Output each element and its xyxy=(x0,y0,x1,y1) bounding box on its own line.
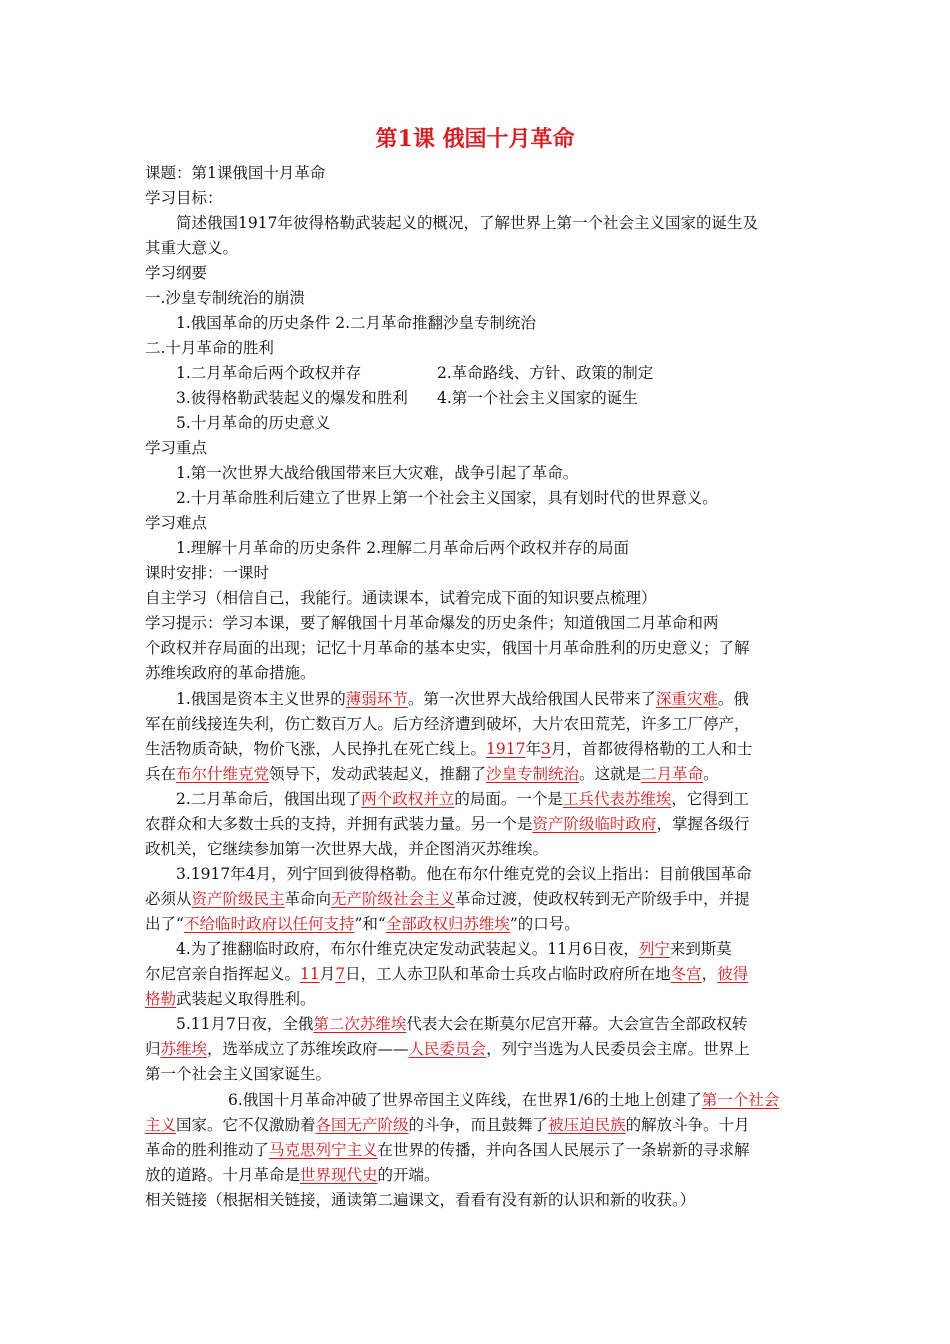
self-study: 自主学习（相信自己，我能行。通读课本，试着完成下面的知识要点梳理） xyxy=(145,589,657,607)
goals-line-2: 其重大意义。 xyxy=(145,239,239,257)
outline-item-5: 5.十月革命的历史意义 xyxy=(176,414,331,432)
p4-line-1: 4.为了推翻临时政府，布尔什维克决定发动武装起义。11月6日夜，列宁来到斯莫 xyxy=(176,940,732,958)
page-title: 第1课 俄国十月革命 xyxy=(375,126,575,152)
tips-line-3: 苏维埃政府的革命措施。 xyxy=(145,664,316,682)
answer-blank: 7 xyxy=(335,965,346,983)
related-links: 相关链接（根据相关链接，通读第二遍课文，看看有没有新的认识和新的收获。） xyxy=(145,1191,696,1209)
key-point-2: 2.十月革命胜利后建立了世界上第一个社会主义国家，具有划时代的世界意义。 xyxy=(176,489,718,507)
p5-line-3: 第一个社会主义国家诞生。 xyxy=(145,1065,332,1083)
answer-blank: 列宁 xyxy=(638,940,670,958)
p4-line-3: 格勒武装起义取得胜利。 xyxy=(145,990,316,1008)
outline-row-1 xyxy=(176,362,736,384)
p1-line-1: 1.俄国是资本主义世界的薄弱环节。第一次世界大战给俄国人民带来了深重灾难。俄 xyxy=(176,690,749,708)
key-heading: 学习重点 xyxy=(145,439,208,457)
outline-item-2: 2.革命路线、方针、政策的制定 xyxy=(437,364,654,382)
answer-blank: 布尔什维克党 xyxy=(176,765,270,783)
p6-line-3: 革命的胜利推动了马克思列宁主义在世界的传播，并向各国人民展示了一条崭新的寻求解 xyxy=(145,1141,750,1159)
outline-section-2: 二.十月革命的胜利 xyxy=(145,339,274,357)
answer-blank: 格勒 xyxy=(145,990,177,1008)
answer-blank: 冬宫 xyxy=(670,965,702,983)
p6-line-4: 放的道路。十月革命是世界现代史的开端。 xyxy=(145,1166,440,1184)
answer-blank: 资产阶级临时政府 xyxy=(532,815,657,833)
answer-blank: 1917 xyxy=(486,740,526,758)
goals-heading: 学习目标： xyxy=(145,189,223,207)
answer-blank: 主义 xyxy=(145,1116,177,1134)
lesson-topic: 课题：第1课俄国十月革命 xyxy=(145,164,326,182)
p3-line-1: 3.1917年4月，列宁回到彼得格勒。他在布尔什维克党的会议上指出：目前俄国革命 xyxy=(176,865,752,883)
answer-blank: 工兵代表苏维埃 xyxy=(562,790,672,808)
answer-blank: 第一个社会 xyxy=(701,1091,780,1109)
answer-blank: 3 xyxy=(540,740,551,758)
tips-line-1: 学习提示：学习本课，要了解俄国十月革命爆发的历史条件；知道俄国二月革命和两 xyxy=(145,614,719,632)
outline-section-1-items: 1.俄国革命的历史条件 2.二月革命推翻沙皇专制统治 xyxy=(176,314,537,332)
p4-line-2: 尔尼宫亲自指挥起义。11月7日，工人赤卫队和革命士兵攻占临时政府所在地冬宫，彼得 xyxy=(145,965,749,983)
p1-line-4: 兵在布尔什维克党领导下，发动武装起义，推翻了沙皇专制统治。这就是二月革命。 xyxy=(145,765,719,783)
answer-blank: 无产阶级社会主义 xyxy=(331,890,456,908)
answer-blank: 各国无产阶级 xyxy=(315,1116,409,1134)
p5-line-1: 5.11月7日夜，全俄第二次苏维埃代表大会在斯莫尔尼宫开幕。大会宣告全部政权转 xyxy=(176,1015,748,1033)
schedule: 课时安排：一课时 xyxy=(145,564,270,582)
answer-blank: 二月革命 xyxy=(641,765,704,783)
key-point-1: 1.第一次世界大战给俄国带来巨大灾难，战争引起了革命。 xyxy=(176,464,579,482)
answer-blank: 第二次苏维埃 xyxy=(313,1015,407,1033)
tips-line-2: 个政权并存局面的出现；记忆十月革命的基本史实，俄国十月革命胜利的历史意义；了解 xyxy=(145,639,750,657)
p3-line-2: 必须从资产阶级民主革命向无产阶级社会主义革命过渡，使政权转到无产阶级手中，并提 xyxy=(145,890,750,908)
answer-blank: 全部政权归苏维埃 xyxy=(385,915,510,933)
outline-item-1: 1.二月革命后两个政权并存 xyxy=(176,364,362,382)
answer-blank: 马克思列宁主义 xyxy=(269,1141,378,1159)
answer-blank: 苏维埃 xyxy=(160,1040,208,1058)
goals-line-1: 简述俄国1917年彼得格勒武装起义的概况，了解世界上第一个社会主义国家的诞生及 xyxy=(176,214,758,232)
answer-blank: 被压迫民族 xyxy=(548,1116,626,1134)
outline-item-4: 4.第一个社会主义国家的诞生 xyxy=(437,389,638,407)
answer-blank: 世界现代史 xyxy=(300,1166,378,1184)
outline-item-3: 3.彼得格勒武装起义的爆发和胜利 xyxy=(176,389,408,407)
p1-line-3: 生活物质奇缺，物价飞涨，人民挣扎在死亡线上。1917年3月，首都彼得格勒的工人和士 xyxy=(145,740,753,758)
answer-blank: 深重灾难 xyxy=(655,690,718,708)
outline-row-2 xyxy=(176,387,736,409)
answer-blank: 沙皇专制统治 xyxy=(486,765,580,783)
p5-line-2: 归苏维埃，选举成立了苏维埃政府——人民委员会，列宁当选为人民委员会主席。世界上 xyxy=(145,1040,750,1058)
difficult-heading: 学习难点 xyxy=(145,514,208,532)
outline-heading: 学习纲要 xyxy=(145,264,208,282)
answer-blank: 人民委员会 xyxy=(408,1040,487,1058)
answer-blank: 11 xyxy=(300,965,320,983)
answer-blank: 彼得 xyxy=(717,965,749,983)
p2-line-2: 农群众和大多数士兵的支持，并拥有武装力量。另一个是资产阶级临时政府，掌握各级行 xyxy=(145,815,750,833)
answer-blank: 两个政权并立 xyxy=(361,790,455,808)
answer-blank: 薄弱环节 xyxy=(345,690,408,708)
p1-line-2: 军在前线接连失利，伤亡数百万人。后方经济遭到破坏，大片农田荒芜，许多工厂停产， xyxy=(145,715,750,733)
answer-blank: 不给临时政府以任何支持 xyxy=(183,915,355,933)
outline-section-1: 一.沙皇专制统治的崩溃 xyxy=(145,289,305,307)
p2-line-3: 政机关，它继续参加第一次世界大战，并企图消灭苏维埃。 xyxy=(145,840,549,858)
p6-line-1: 6.俄国十月革命冲破了世界帝国主义阵线，在世界1/6的土地上创建了第一个社会 xyxy=(228,1091,780,1109)
answer-blank: 资产阶级民主 xyxy=(191,890,285,908)
p3-line-3: 出了“不给临时政府以任何支持”和“全部政权归苏维埃”的口号。 xyxy=(145,915,580,933)
p6-line-2: 主义国家。它不仅激励着各国无产阶级的斗争，而且鼓舞了被压迫民族的解放斗争。十月 xyxy=(145,1116,750,1134)
p2-line-1: 2.二月革命后，俄国出现了两个政权并立的局面。一个是工兵代表苏维埃，它得到工 xyxy=(176,790,749,808)
difficult-points: 1.理解十月革命的历史条件 2.理解二月革命后两个政权并存的局面 xyxy=(176,539,630,557)
